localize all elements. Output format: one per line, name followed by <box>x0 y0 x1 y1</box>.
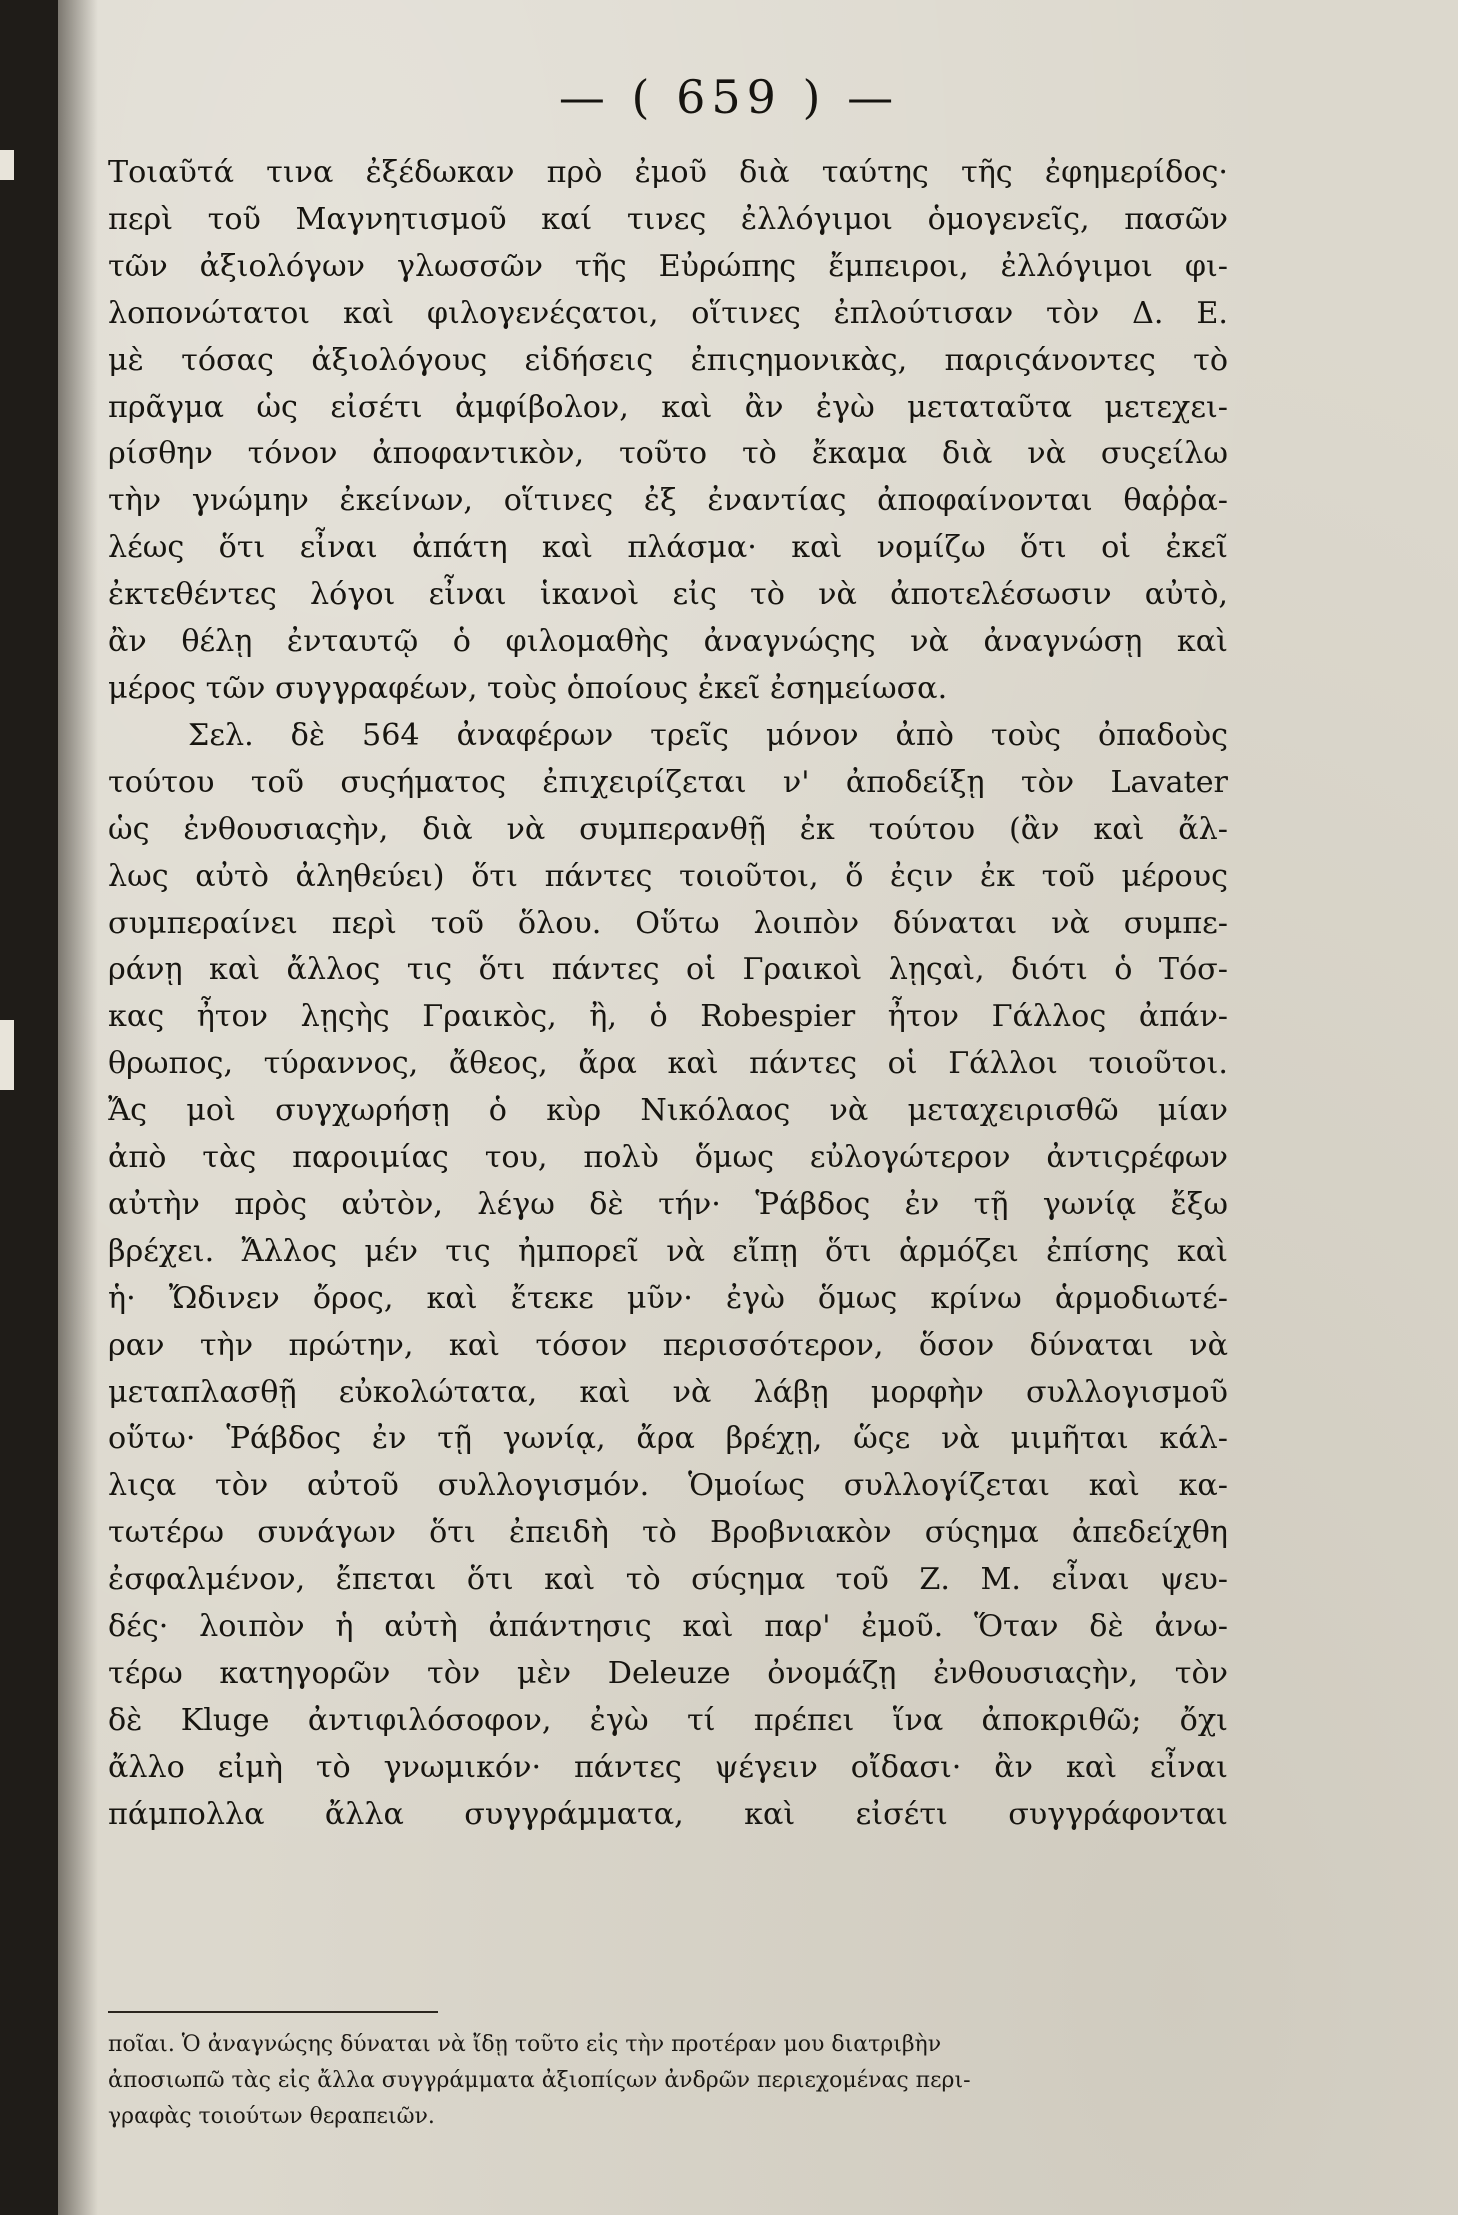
footnote-line: γραφὰς τοιούτων θεραπειῶν. <box>108 2104 435 2129</box>
text-line: πάμπολλα ἄλλα συγγράμματα, καὶ εἰσέτι συγγράφονται <box>108 1796 1228 1832</box>
text-line: ἀπὸ τὰς παροιμίας του, πολὺ ὅμως εὐλογώτερον ἀντιςρέφων <box>108 1140 1228 1176</box>
text-line: τέρω κατηγορῶν τὸν μὲν Deleuze ὀνομάζῃ ἐνθουσιαςὴν, τὸν <box>108 1656 1228 1691</box>
text-line: ἄλλο εἰμὴ τὸ γνωμικόν· πάντες ψέγειν οἴδασι· ἂν καὶ εἶναι <box>108 1749 1228 1785</box>
paragraph-start-line: Σελ. δὲ 564 ἀναφέρων τρεῖς μόνον ἀπὸ τοὺς ὀπαδοὺς <box>188 717 1228 753</box>
text-line: μέρος τῶν συγγραφέων, τοὺς ὁποίους ἐκεῖ ἐσημείωσα. <box>108 670 948 706</box>
text-line: ράνῃ καὶ ἄλλος τις ὅτι πάντες οἱ Γραικοὶ λῃςαὶ, διότι ὁ Τόσ- <box>108 952 1228 988</box>
text-line: μεταπλασθῇ εὐκολώτατα, καὶ νὰ λάβῃ μορφὴν συλλογισμοῦ <box>108 1374 1228 1410</box>
text-line: τωτέρω συνάγων ὅτι ἐπειδὴ τὸ Βροβνιακὸν σύςημα ἀπεδείχθη <box>108 1515 1228 1551</box>
text-line: ἂν θέλῃ ἐνταυτῷ ὁ φιλομαθὴς ἀναγνώςης νὰ ἀναγνώσῃ καὶ <box>108 624 1228 660</box>
footnote <box>108 2027 1228 2135</box>
text-line: ραν τὴν πρώτην, καὶ τόσον περισσότερον, ὅσον δύναται νὰ <box>108 1327 1228 1363</box>
text-line: περὶ τοῦ Μαγνητισμοῦ καί τινες ἐλλόγιμοι ὁμογενεῖς, πασῶν <box>108 201 1228 237</box>
text-line: κας ἦτον λῃςὴς Γραικὸς, ἢ, ὁ Robespier ἦτον Γάλλος ἀπάν- <box>108 999 1228 1035</box>
body-text <box>108 150 1228 1839</box>
text-line: λιςα τὸν αὐτοῦ συλλογισμόν. Ὁμοίως συλλογίζεται καὶ κα- <box>108 1468 1228 1504</box>
text-line: λέως ὅτι εἶναι ἀπάτη καὶ πλάσμα· καὶ νομίζω ὅτι οἱ ἐκεῖ <box>108 530 1228 566</box>
footnote-line: ἀποσιωπῶ τὰς εἰς ἄλλα συγγράμματα ἀξιοπίςων ἀνδρῶν περιεχομένας περι- <box>108 2068 971 2093</box>
page-edge-mark <box>0 150 14 180</box>
text-line: λως αὐτὸ ἀληθεύει) ὅτι πάντες τοιοῦτοι, ὅ ἐςιν ἐκ τοῦ μέρους <box>108 858 1228 894</box>
text-line: ἐσφαλμένον, ἔπεται ὅτι καὶ τὸ σύςημα τοῦ Ζ. Μ. εἶναι ψευ- <box>108 1562 1228 1598</box>
text-line: Ἄς μοὶ συγχωρήσῃ ὁ κὺρ Νικόλαος νὰ μεταχειρισθῶ μίαν <box>108 1093 1228 1129</box>
footnote-rule <box>108 2011 438 2013</box>
text-line: συμπεραίνει περὶ τοῦ ὅλου. Οὕτω λοιπὸν δύναται νὰ συμπε- <box>108 905 1228 941</box>
text-line: δές· λοιπὸν ἡ αὐτὴ ἀπάντησις καὶ παρ' ἐμοῦ. Ὅταν δὲ ἀνω- <box>108 1609 1228 1645</box>
text-line: ὡς ἐνθουσιαςὴν, διὰ νὰ συμπερανθῇ ἐκ τούτου (ἂν καὶ ἄλ- <box>108 811 1228 847</box>
text-line: τὴν γνώμην ἐκείνων, οἵτινες ἐξ ἐναντίας ἀποφαίνονται θαῤῥα- <box>108 483 1228 519</box>
text-line: βρέχει. Ἄλλος μέν τις ἠμπορεῖ νὰ εἴπῃ ὅτι ἁρμόζει ἐπίσης καὶ <box>108 1233 1228 1269</box>
text-line: ρίσθην τόνον ἀποφαντικὸν, τοῦτο τὸ ἔκαμα διὰ νὰ συςείλω <box>108 436 1228 472</box>
gutter-shadow <box>58 0 98 2215</box>
text-line: πρᾶγμα ὡς εἰσέτι ἀμφίβολον, καὶ ἂν ἐγὼ μεταταῦτα μετεχει- <box>108 389 1228 425</box>
page-number-header: — ( 659 ) — <box>558 70 900 124</box>
text-line: λοπονώτατοι καὶ φιλογενέςατοι, οἵτινες ἐπλούτισαν τὸν Δ. Ε. <box>108 295 1228 331</box>
footnote-line: ποῖαι. Ὁ ἀναγνώςης δύναται νὰ ἴδῃ τοῦτο εἰς τὴν προτέραν μου διατριβὴν <box>108 2032 942 2057</box>
text-line: οὕτω· Ῥάβδος ἐν τῇ γωνίᾳ, ἄρα βρέχῃ, ὥςε νὰ μιμῆται κάλ- <box>108 1421 1228 1457</box>
text-line: Τοιαῦτά τινα ἐξέδωκαν πρὸ ἐμοῦ διὰ ταύτης τῆς ἐφημερίδος· <box>108 155 1228 190</box>
text-line: θρωπος, τύραννος, ἄθεος, ἄρα καὶ πάντες οἱ Γάλλοι τοιοῦτοι. <box>108 1046 1228 1082</box>
text-line: αὐτὴν πρὸς αὐτὸν, λέγω δὲ τήν· Ῥάβδος ἐν τῇ γωνίᾳ ἔξω <box>108 1186 1228 1222</box>
text-line: ἡ· Ὤδινεν ὄρος, καὶ ἔτεκε μῦν· ἐγὼ ὅμως κρίνω ἁρμοδιωτέ- <box>108 1280 1228 1316</box>
text-line: τούτου τοῦ συςήματος ἐπιχειρίζεται ν' ἀποδείξῃ τὸν Lavater <box>108 764 1228 800</box>
text-line: δὲ Kluge ἀντιφιλόσοφον, ἐγὼ τί πρέπει ἵνα ἀποκριθῶ; ὄχι <box>108 1702 1228 1738</box>
page-edge-mark <box>0 1020 14 1090</box>
text-line: μὲ τόσας ἀξιολόγους εἰδήσεις ἐπιςημονικὰς, παριςάνοντες τὸ <box>108 342 1228 378</box>
text-line: ἐκτεθέντες λόγοι εἶναι ἱκανοὶ εἰς τὸ νὰ ἀποτελέσωσιν αὐτὸ, <box>108 577 1228 613</box>
text-line: τῶν ἀξιολόγων γλωσσῶν τῆς Εὐρώπης ἔμπειροι, ἐλλόγιμοι φι- <box>108 248 1228 284</box>
